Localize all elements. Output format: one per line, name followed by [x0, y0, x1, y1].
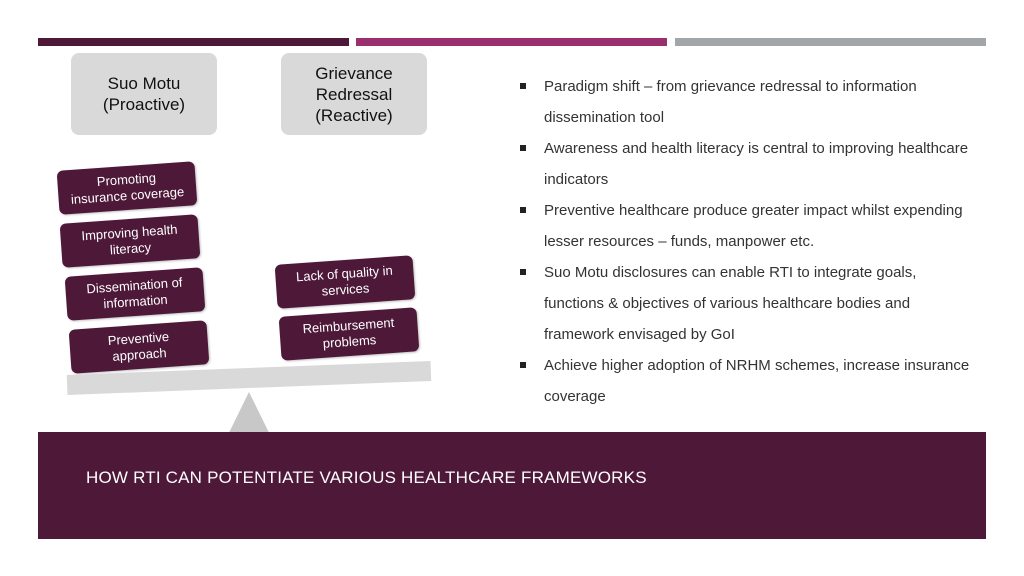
bullet-square-icon [520, 83, 526, 89]
bullet-list [520, 71, 970, 412]
bullet-item: Awareness and health literacy is central to improving healthcare indicators [520, 133, 970, 195]
footer-banner [38, 432, 986, 539]
header-bar-dark [38, 38, 349, 46]
tag-lack-of-quality: Lack of quality in services [275, 255, 416, 309]
tag-improving-health-literacy: Improving health literacy [60, 214, 201, 268]
tag-reimbursement-problems: Reimbursement problems [279, 307, 420, 361]
bullet-item: Achieve higher adoption of NRHM schemes, increase insurance coverage [520, 350, 970, 412]
bullet-item: Paradigm shift – from grievance redressal to information dissemination tool [520, 71, 970, 133]
grievance-redressal-box: Grievance Redressal (Reactive) [281, 53, 427, 135]
bullet-square-icon [520, 145, 526, 151]
bullet-square-icon [520, 362, 526, 368]
tag-promoting-insurance: Promoting insurance coverage [57, 161, 198, 215]
header-bar-grey [675, 38, 986, 46]
bullet-item: Preventive healthcare produce greater impact whilst expending lesser resources – funds, manpower etc. [520, 195, 970, 257]
slide-title: HOW RTI CAN POTENTIATE VARIOUS HEALTHCARE FRAMEWORKS [86, 468, 647, 487]
bullet-square-icon [520, 269, 526, 275]
suo-motu-box: Suo Motu (Proactive) [71, 53, 217, 135]
tag-preventive-approach: Preventive approach [69, 320, 210, 374]
bullet-item: Suo Motu disclosures can enable RTI to integrate goals, functions & objectives of various healthcare bodies and framework envisaged by GoI [520, 257, 970, 350]
tag-dissemination-information: Dissemination of information [65, 267, 206, 321]
bullet-square-icon [520, 207, 526, 213]
header-bar-magenta [356, 38, 667, 46]
